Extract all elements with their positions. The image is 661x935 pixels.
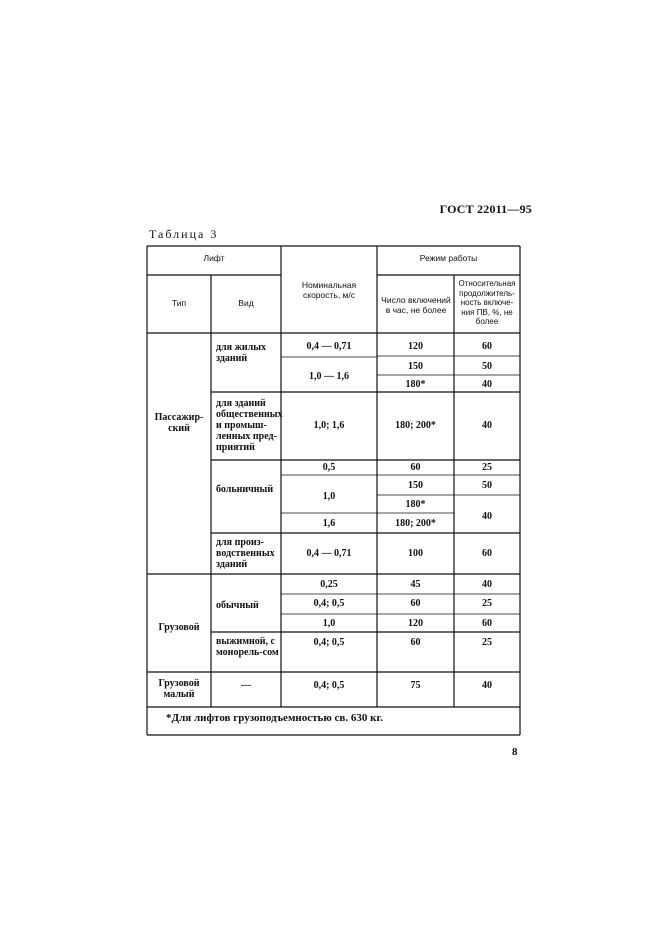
- duty-cell: 50: [482, 361, 492, 372]
- duty-cell: 40: [482, 511, 492, 522]
- duty-cell: 60: [482, 341, 492, 352]
- header-kind: Вид: [238, 298, 254, 308]
- header-mode: Режим работы: [419, 253, 478, 263]
- kind-pushed: выжимной, с монорель-сом: [216, 636, 279, 658]
- kind-hospital: больничный: [216, 484, 274, 495]
- count-cell: 180*: [405, 379, 426, 390]
- speed-cell: 1,6: [322, 518, 336, 529]
- table-caption: Таблица 3: [149, 227, 219, 241]
- count-cell: 150: [408, 480, 423, 491]
- speed-cell: 0,25: [320, 579, 338, 590]
- type-cargo: Грузовой: [158, 622, 200, 633]
- type-cargo-small: Грузовой малый: [158, 678, 200, 700]
- count-cell: 60: [410, 637, 421, 648]
- header-count: Число включений в час, не более: [381, 295, 451, 315]
- duty-cell: 25: [482, 462, 492, 473]
- header-duty: Относительная продолжитель-ность включе-ния ПВ, %, не более: [458, 279, 516, 326]
- speed-cell: 0,5: [322, 462, 336, 473]
- duty-cell: 40: [482, 579, 492, 590]
- type-passenger: Пассажир-ский: [154, 412, 204, 434]
- count-cell: 45: [410, 579, 421, 590]
- duty-cell: 25: [482, 598, 492, 609]
- speed-cell: 0,4; 0,5: [313, 680, 345, 691]
- count-cell: 60: [410, 598, 421, 609]
- speed-cell: 1,0 — 1,6: [309, 371, 349, 382]
- duty-cell: 60: [482, 618, 492, 629]
- count-cell: 75: [410, 680, 421, 691]
- duty-cell: 40: [482, 680, 492, 691]
- duty-cell: 60: [482, 548, 492, 559]
- speed-cell: 0,4; 0,5: [313, 637, 345, 648]
- speed-cell: 1,0; 1,6: [313, 420, 345, 431]
- count-cell: 60: [410, 462, 421, 473]
- header-lift: Лифт: [203, 253, 225, 263]
- kind-dash: —: [241, 680, 251, 691]
- duty-cell: 40: [482, 379, 492, 390]
- duty-cell: 50: [482, 480, 492, 491]
- speed-cell: 0,4 — 0,71: [306, 341, 352, 352]
- duty-cell: 25: [482, 637, 492, 648]
- count-cell: 120: [408, 618, 423, 629]
- kind-industrial: для произ-водственных зданий: [216, 537, 275, 570]
- speed-cell: 0,4; 0,5: [313, 598, 345, 609]
- duty-cell: 40: [482, 420, 492, 431]
- speed-cell: 1,0: [322, 618, 336, 629]
- kind-residential: для жилых зданий: [216, 342, 267, 364]
- kind-public: для зданий общественных и промыш-ленных пред-приятий: [216, 398, 283, 453]
- header-type: Тип: [171, 298, 187, 308]
- page-number: 8: [512, 746, 518, 758]
- count-cell: 180; 200*: [395, 420, 436, 431]
- count-cell: 100: [408, 548, 423, 559]
- kind-ordinary: обычный: [216, 600, 259, 611]
- document-code: ГОСТ 22011—95: [439, 202, 532, 216]
- count-cell: 180*: [405, 499, 426, 510]
- count-cell: 180; 200*: [395, 518, 436, 529]
- count-cell: 150: [408, 361, 423, 372]
- count-cell: 120: [408, 341, 423, 352]
- header-speed: Номинальная скорость, м/с: [301, 280, 357, 300]
- table-footnote: *Для лифтов грузоподъемностью св. 630 кг.: [166, 712, 383, 724]
- speed-cell: 1,0: [322, 491, 336, 502]
- speed-cell: 0,4 — 0,71: [306, 548, 352, 559]
